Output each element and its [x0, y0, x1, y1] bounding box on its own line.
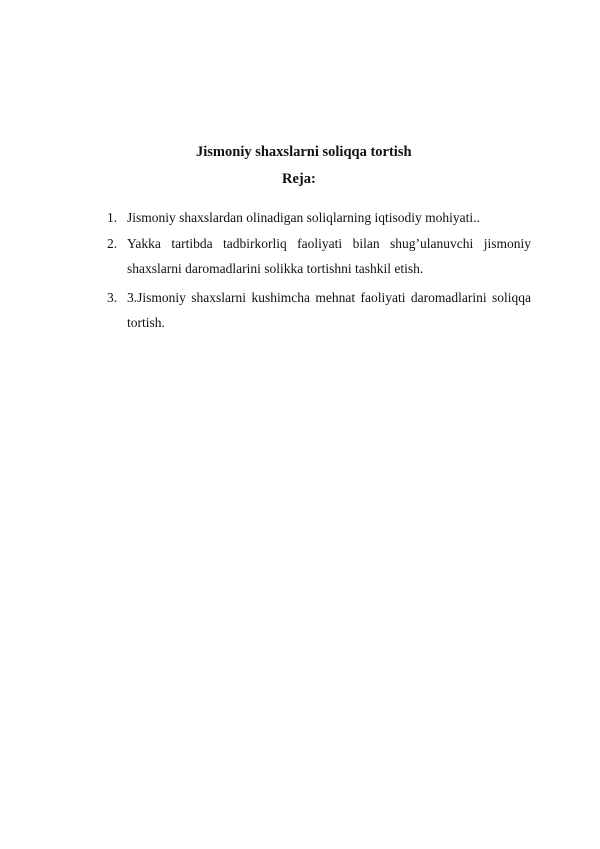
plan-item-text: Jismoniy shaxslardan olinadigan soliqlarning iqtisodiy mohiyati..: [127, 210, 480, 225]
plan-list: [107, 205, 531, 335]
plan-item-3: [107, 285, 531, 335]
plan-item-number: 2.: [107, 236, 118, 251]
plan-item-number: 3.: [107, 290, 118, 305]
plan-item-number: 1.: [107, 210, 118, 225]
plan-item-text: 3.Jismoniy shaxslarni kushimcha mehnat faoliyati daromadlarini soliqqa tortish.: [127, 290, 531, 330]
plan-item-text: Yakka tartibda tadbirkorliq faoliyati bilan shug’ulanuvchi jismoniy shaxslarni daromadlarini solikka tortishni tashkil etish.: [127, 236, 531, 276]
document-title: Jismoniy shaxslarni soliqqa tortish: [196, 144, 412, 160]
plan-item-1: [107, 205, 531, 230]
plan-heading: Reja:: [282, 171, 316, 187]
plan-item-2: [107, 231, 531, 281]
